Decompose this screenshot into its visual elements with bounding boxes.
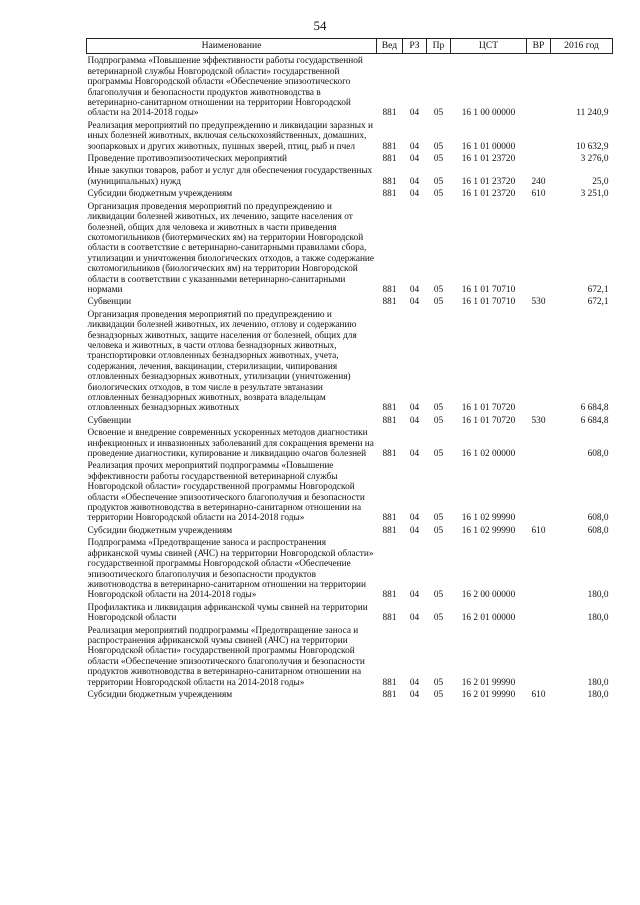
cell-vr	[527, 200, 551, 296]
cell-amount: 608,0	[587, 449, 609, 460]
cell-amount: 6 684,8	[580, 403, 609, 414]
cell-ved: 881	[382, 154, 397, 165]
table-row	[87, 200, 613, 296]
cell-vr: 240	[531, 176, 546, 187]
cell-pr: 05	[433, 403, 444, 414]
table-row	[87, 152, 613, 164]
cell-name: Реализация мероприятий по предупреждению и ликвидации заразных и иных болезней животных, включая сельскохозяйственных, домашних, зоопарковых и других животных, пушных зверей, птиц, рыб и пчел	[87, 120, 374, 152]
cell-ved: 881	[382, 297, 397, 308]
cell-rz: 04	[409, 176, 420, 187]
cell-ved: 881	[382, 677, 397, 688]
cell-vr	[527, 152, 551, 164]
table-row	[87, 624, 613, 688]
cell-rz: 04	[409, 513, 420, 524]
cell-cst: 16 1 02 00000	[461, 449, 516, 460]
cell-name: Субсидии бюджетным учреждениям	[87, 525, 233, 536]
cell-amount: 672,1	[587, 284, 609, 295]
cell-amount: 672,1	[587, 297, 609, 308]
cell-name: Иные закупки товаров, работ и услуг для обеспечения государственных (муниципальных) нужд	[87, 166, 373, 187]
table-row	[87, 187, 613, 199]
cell-cst: 16 2 00 00000	[461, 590, 516, 601]
table-row	[87, 295, 613, 307]
table-row	[87, 688, 613, 700]
cell-pr: 05	[433, 154, 444, 165]
cell-cst: 16 1 01 00000	[461, 141, 516, 152]
cell-ved: 881	[382, 141, 397, 152]
cell-rz: 04	[409, 284, 420, 295]
cell-ved: 881	[382, 449, 397, 460]
cell-ved: 881	[382, 513, 397, 524]
cell-rz: 04	[409, 590, 420, 601]
table-row	[87, 524, 613, 536]
cell-name: Профилактика и ликвидация африканской чумы свиней на территории Новгородской области	[87, 602, 368, 624]
cell-cst: 16 1 01 70720	[461, 403, 516, 414]
table-row	[87, 308, 613, 414]
cell-name: Реализация прочих мероприятий подпрограммы «Повышение эффективности работы государственной ветеринарной службы Новгородской области» государственной программы Новгородской области «Обеспечение эпизоотического благополучия и безопасности продуктов животноводства в ветеринарно-санитарном отношении на территории Новгородской области на 2014-2018 годы»	[87, 461, 365, 524]
cell-pr: 05	[433, 108, 444, 119]
header-name: Наименование	[87, 39, 377, 54]
cell-rz: 04	[409, 108, 420, 119]
cell-cst: 16 1 01 70710	[461, 297, 516, 308]
cell-pr: 05	[433, 415, 444, 426]
table-row	[87, 54, 613, 119]
cell-vr: 530	[531, 297, 546, 308]
cell-ved: 881	[382, 689, 397, 700]
cell-pr: 05	[433, 525, 444, 536]
header-pr: Пр	[427, 39, 451, 54]
cell-pr: 05	[433, 590, 444, 601]
cell-name: Подпрограмма «Повышение эффективности работы государственной ветеринарной службы Новгородской области» государственной программы Новгородской области «Обеспечение эпизоотического благополучия и безопасности продуктов животноводства в ветеринарно-санитарном отношении на территории Новгородской области на 2014-2018 годы»	[87, 56, 363, 119]
cell-vr: 610	[531, 189, 546, 200]
cell-rz: 04	[409, 613, 420, 624]
cell-rz: 04	[409, 525, 420, 536]
cell-rz: 04	[409, 677, 420, 688]
cell-amount: 180,0	[587, 590, 609, 601]
cell-name: Организация проведения мероприятий по предупреждению и ликвидации болезней животных, их лечению, отлову и содержанию безнадзорных животных, защите населения от болезней, общих для человека и животных, в части отлова безнадзорных животных, транспортировки отловленных безнадзорных животных, учета, содержания, лечения, вакцинации, стерилизации, чипирования отловленных безнадзорных животных, утилизации (уничтожения) биологических отходов, в том числе в результате эвтаназии отловленных безнадзорных животных, возврата владельцам отловленных безнадзорных животных	[87, 309, 357, 414]
cell-name: Субвенции	[87, 297, 132, 308]
table-row	[87, 459, 613, 523]
cell-rz: 04	[409, 689, 420, 700]
cell-ved: 881	[382, 403, 397, 414]
cell-amount: 25,0	[592, 176, 609, 187]
cell-cst: 16 1 02 99990	[461, 525, 516, 536]
table-header	[87, 39, 613, 54]
cell-name: Реализация мероприятий подпрограммы «Предотвращение заноса и распространения африканской чумы свиней (АЧС) на территории Новгородской области» государственной программы Новгородской области «Обеспечение эпизоотического благополучия и безопасности продуктов животноводства в ветеринарно-санитарном отношении на территории Новгородской области на 2014-2018 годы»	[87, 625, 365, 688]
cell-vr	[527, 459, 551, 523]
cell-pr: 05	[433, 449, 444, 460]
cell-amount: 180,0	[587, 613, 609, 624]
cell-cst: 16 1 01 23720	[461, 154, 516, 165]
cell-ved: 881	[382, 189, 397, 200]
cell-ved: 881	[382, 525, 397, 536]
cell-amount: 180,0	[587, 677, 609, 688]
cell-amount: 608,0	[587, 513, 609, 524]
cell-amount: 608,0	[587, 525, 609, 536]
cell-amount: 10 632,9	[575, 141, 609, 152]
table-row	[87, 601, 613, 624]
cell-rz: 04	[409, 449, 420, 460]
cell-pr: 05	[433, 677, 444, 688]
header-cst: ЦСТ	[451, 39, 527, 54]
cell-pr: 05	[433, 613, 444, 624]
cell-rz: 04	[409, 403, 420, 414]
cell-amount: 11 240,9	[576, 108, 609, 119]
table-row	[87, 119, 613, 152]
cell-name: Подпрограмма «Предотвращение заноса и распространения африканской чумы свиней (АЧС) на территории Новгородской области» государственной программы Новгородской области «Обеспечение эпизоотического благополучия и безопасности продуктов животноводства в ветеринарно-санитарном отношении на территории Новгородской области на 2014-2018 годы»	[87, 538, 374, 601]
cell-cst: 16 1 02 99990	[461, 513, 516, 524]
cell-cst: 16 2 01 00000	[461, 613, 516, 624]
cell-vr: 610	[531, 525, 546, 536]
cell-amount: 180,0	[587, 689, 609, 700]
cell-vr	[527, 54, 551, 119]
cell-name: Освоение и внедрение современных ускоренных методов диагностики инфекционных и инвазионных заболеваний для сокращения времени на проведение диагностики, купирование и ликвидацию очагов болезней	[87, 428, 374, 460]
cell-rz: 04	[409, 415, 420, 426]
cell-pr: 05	[433, 297, 444, 308]
cell-cst: 16 1 01 23720	[461, 176, 516, 187]
cell-vr	[527, 426, 551, 459]
cell-name: Организация проведения мероприятий по предупреждению и ликвидации болезней животных, их лечению, защите населения от болезней, общих для человека и животных в части приведения скотомогильников (биотермических ям) на территории Новгородской области в соответствие с ветеринарно-санитарными правилами сбора, утилизации и уничтожения биологических отходов, а также содержание скотомогильников (биологических ям) на территории Новгородской области в соответствии с указанными ветеринарно-санитарными нормами	[87, 201, 375, 295]
cell-pr: 05	[433, 513, 444, 524]
table-body	[87, 54, 613, 700]
cell-pr: 05	[433, 689, 444, 700]
cell-ved: 881	[382, 590, 397, 601]
cell-cst: 16 2 01 99990	[461, 689, 516, 700]
table-row	[87, 426, 613, 459]
cell-amount: 3 251,0	[580, 189, 609, 200]
cell-vr	[527, 601, 551, 624]
budget-table	[86, 38, 613, 700]
header-year: 2016 год	[551, 39, 613, 54]
cell-ved: 881	[382, 176, 397, 187]
header-vr: ВР	[527, 39, 551, 54]
cell-pr: 05	[433, 141, 444, 152]
cell-vr	[527, 119, 551, 152]
cell-vr	[527, 624, 551, 688]
header-ved: Вед	[377, 39, 403, 54]
header-rz: РЗ	[403, 39, 427, 54]
cell-name: Субсидии бюджетным учреждениям	[87, 189, 233, 200]
cell-ved: 881	[382, 415, 397, 426]
cell-rz: 04	[409, 297, 420, 308]
page-number: 54	[313, 18, 327, 33]
cell-pr: 05	[433, 176, 444, 187]
cell-vr	[527, 536, 551, 600]
cell-name: Субсидии бюджетным учреждениям	[87, 689, 233, 700]
cell-ved: 881	[382, 284, 397, 295]
cell-cst: 16 1 00 00000	[461, 108, 516, 119]
table-row	[87, 536, 613, 600]
cell-vr: 610	[531, 689, 546, 700]
cell-cst: 16 1 01 70710	[461, 284, 516, 295]
cell-name: Проведение противоэпизоотических мероприятий	[87, 154, 287, 165]
cell-cst: 16 1 01 23720	[461, 189, 516, 200]
cell-ved: 881	[382, 613, 397, 624]
cell-ved: 881	[382, 108, 397, 119]
cell-cst: 16 1 01 70720	[461, 415, 516, 426]
cell-rz: 04	[409, 141, 420, 152]
cell-name: Субвенции	[87, 415, 132, 426]
cell-pr: 05	[433, 189, 444, 200]
cell-rz: 04	[409, 189, 420, 200]
cell-vr: 530	[531, 415, 546, 426]
cell-pr: 05	[433, 284, 444, 295]
cell-cst: 16 2 01 99990	[461, 677, 516, 688]
table-row	[87, 164, 613, 187]
cell-rz: 04	[409, 154, 420, 165]
cell-vr	[527, 308, 551, 414]
cell-amount: 6 684,8	[580, 415, 609, 426]
table-row	[87, 414, 613, 426]
cell-amount: 3 276,0	[580, 154, 609, 165]
